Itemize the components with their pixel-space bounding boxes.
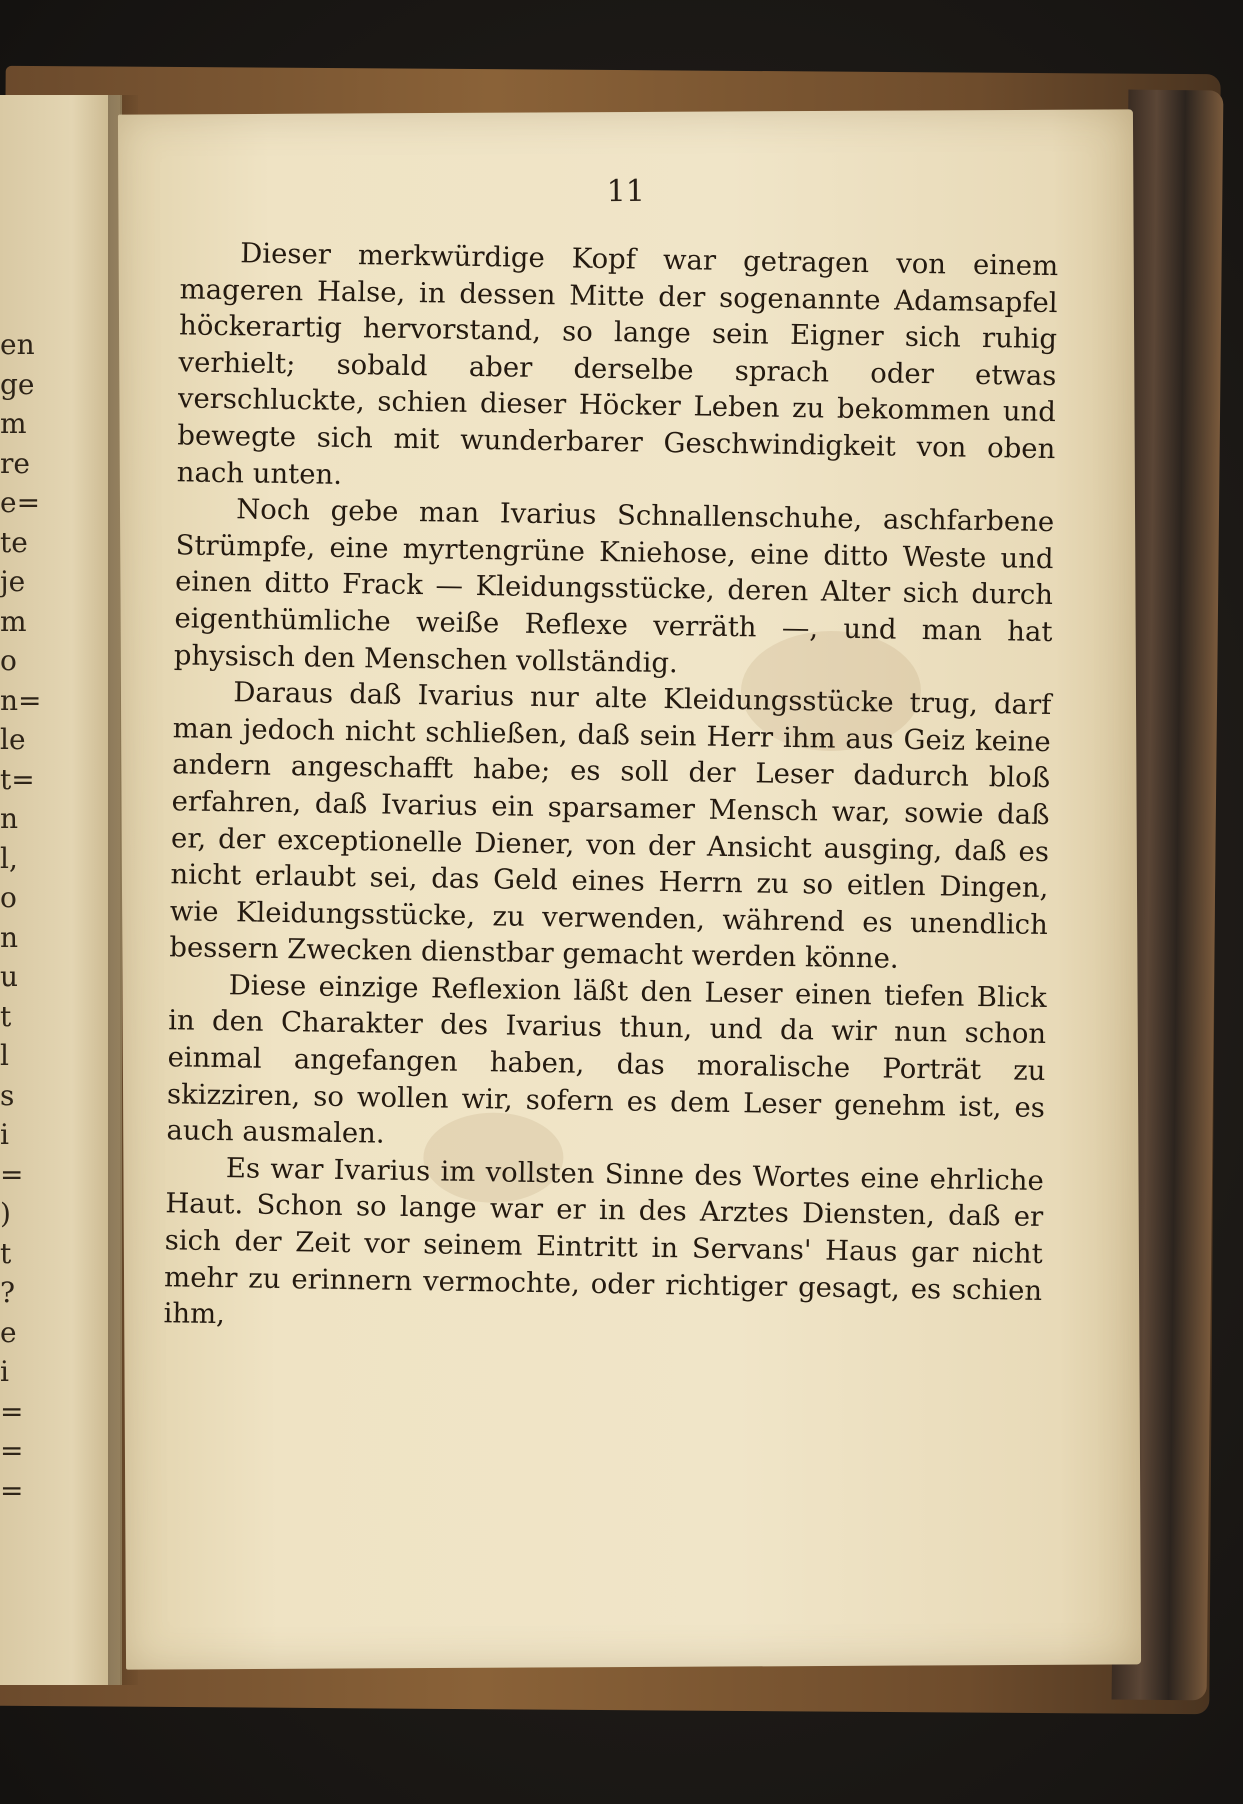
left-page-fragment: en: [0, 328, 35, 361]
left-page-fragment: s: [0, 1078, 15, 1112]
left-page-fragment: o: [0, 881, 17, 914]
paragraph-2: Noch gebe man Ivarius Schnallenschuhe, aschfarbene Strümpfe, eine myrtengrüne Kniehose, eine ditto Weste und einen ditto Frack — Kleidungsstücke, deren Alter sich durch eigenthümliche weiße Reflexe verräth —, und man hat physisch den Menschen vollständig.: [173, 493, 1055, 679]
page-number: 11: [606, 173, 646, 210]
paragraph-1: Dieser merkwürdige Kopf war getragen von einem mageren Halse, in dessen Mitte der sogenannte Adamsapfel höckerartig hervorstand, so lange sein Eigner sich ruhig verhielt; sobald aber derselbe sprach oder etwas verschluckte, schien dieser Höcker Leben zu bekommen und bewegte sich mit wunderbarer Geschwindigkeit von oben nach unten.: [176, 237, 1059, 491]
left-page-fragment: m: [0, 407, 27, 440]
right-page: [118, 109, 1141, 1669]
left-page-fragment: n: [0, 802, 19, 835]
left-page-fragment: t=: [0, 762, 35, 796]
left-page-fragment: e: [0, 1315, 17, 1349]
paragraph-4: Diese einzige Reflexion läßt den Leser einen tiefen Blick in den Charakter des Ivarius thun, und da wir nun schon einmal angefangen haben, das moralische Porträt zu skizziren, so wollen wir, sofern es dem Leser genehm ist, es auch ausmalen.: [166, 969, 1047, 1150]
left-page-fragment: =: [0, 1394, 24, 1428]
left-page-fragment: m: [0, 604, 27, 638]
left-page-fragment: =: [0, 1157, 24, 1191]
left-page-fragment: je: [0, 565, 26, 598]
left-page-fragment: t: [0, 1236, 12, 1270]
page-body-text: [163, 234, 1058, 1345]
left-page-fragment: t: [0, 999, 12, 1033]
paragraph-5: Es war Ivarius im vollsten Sinne des Wortes eine ehrliche Haut. Schon so lange war er in des Arztes Diensten, daß er sich der Zeit vor seinem Eintritt in Servans' Haus gar nicht mehr zu erinnern vermochte, oder richtiger gesagt, es schien ihm,: [163, 1152, 1045, 1331]
paragraph-3: Daraus daß Ivarius nur alte Kleidungsstücke trug, darf man jedoch nicht schließen, daß sein Herr ihm aus Geiz keine andern angeschafft habe; es soll der Leser dadurch bloß erfahren, daß Ivarius ein sparsamer Mensch war, sowie daß er, der exceptionelle Diener, von der Ansicht ausging, daß es nicht erlaubt sei, das Geld eines Herrn zu so eitlen Dingen, wie Kleidungsstücke, zu verwenden, während es unendlich bessern Zwecken dienstbar gemacht werden könne.: [169, 676, 1052, 975]
left-page-fragment: n: [0, 920, 19, 954]
left-page-fragment: te: [0, 525, 28, 559]
left-page-fragment: ?: [0, 1276, 16, 1309]
left-page-fragment: le: [0, 723, 26, 756]
left-page: [0, 95, 122, 1685]
left-page-fragment: =: [0, 1434, 24, 1467]
left-page-fragment: re: [0, 446, 30, 480]
left-page-fragment: i: [0, 1355, 9, 1388]
left-page-fragment: ge: [0, 367, 35, 401]
left-page-fragment: n=: [0, 683, 42, 717]
left-page-fragment: l,: [0, 841, 18, 875]
left-page-fragment: i: [0, 1118, 9, 1151]
left-page-fragment: l: [0, 1039, 9, 1072]
left-page-fragment: ): [0, 1197, 11, 1230]
left-page-fragment: o: [0, 644, 17, 677]
left-page-text-fragments: [0, 325, 40, 1510]
left-page-fragment: =: [0, 1473, 24, 1507]
left-page-fragment: e=: [0, 486, 41, 519]
left-page-fragment: u: [0, 960, 19, 993]
